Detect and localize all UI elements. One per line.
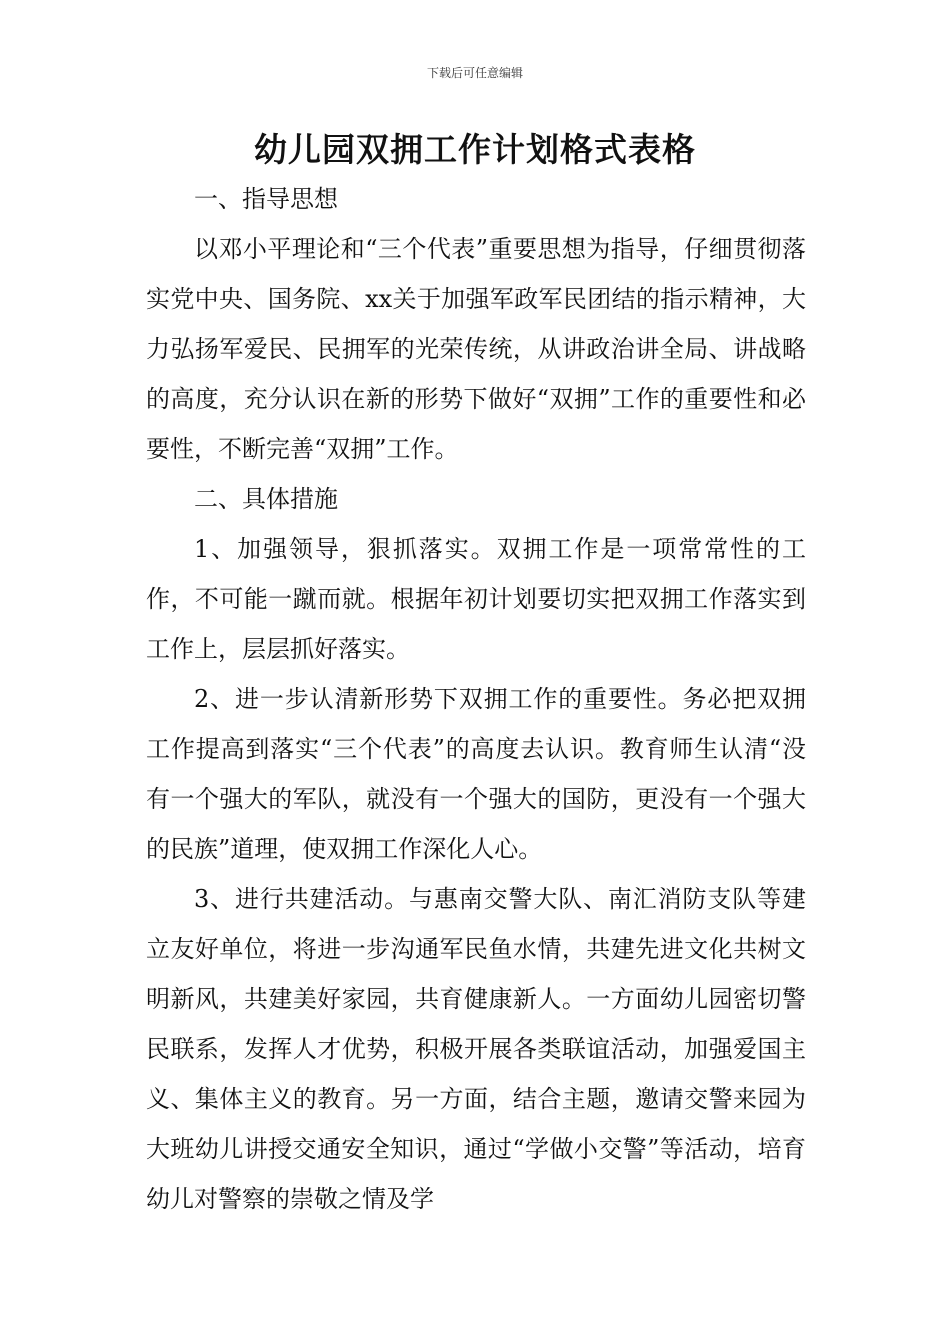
paragraph-measure-1: 1、加强领导，狠抓落实。双拥工作是一项常常性的工作，不可能一蹴而就。根据年初计划要切实把双拥工作落实到工作上，层层抓好落实。 bbox=[146, 535, 806, 663]
document-body bbox=[146, 174, 806, 1224]
header-note: 下载后可任意编辑 bbox=[426, 66, 523, 80]
section-heading-guiding-ideology: 一、指导思想 bbox=[194, 185, 338, 213]
paragraph-guiding-ideology: 以邓小平理论和“三个代表”重要思想为指导，仔细贯彻落实党中央、国务院、xx关于加强军政军民团结的指示精神，大力弘扬军爱民、民拥军的光荣传统，从讲政治讲全局、讲战略的高度，充分认识在新的形势下做好“双拥”工作的重要性和必要性，不断完善“双拥”工作。 bbox=[146, 235, 806, 463]
document-title: 幼儿园双拥工作计划格式表格 bbox=[254, 130, 696, 169]
paragraph-measure-3: 3、进行共建活动。与惠南交警大队、南汇消防支队等建立友好单位，将进一步沟通军民鱼水情，共建先进文化共树文明新风，共建美好家园，共育健康新人。一方面幼儿园密切警民联系，发挥人才优势，积极开展各类联谊活动，加强爱国主义、集体主义的教育。另一方面，结合主题，邀请交警来园为大班幼儿讲授交通安全知识，通过“学做小交警”等活动，培育幼儿对警察的崇敬之情及学 bbox=[146, 885, 806, 1213]
section-heading-specific-measures: 二、具体措施 bbox=[194, 485, 338, 513]
paragraph-measure-2: 2、进一步认清新形势下双拥工作的重要性。务必把双拥工作提高到落实“三个代表”的高度去认识。教育师生认清“没有一个强大的军队，就没有一个强大的国防，更没有一个强大的民族”道理，使双拥工作深化人心。 bbox=[146, 685, 806, 863]
